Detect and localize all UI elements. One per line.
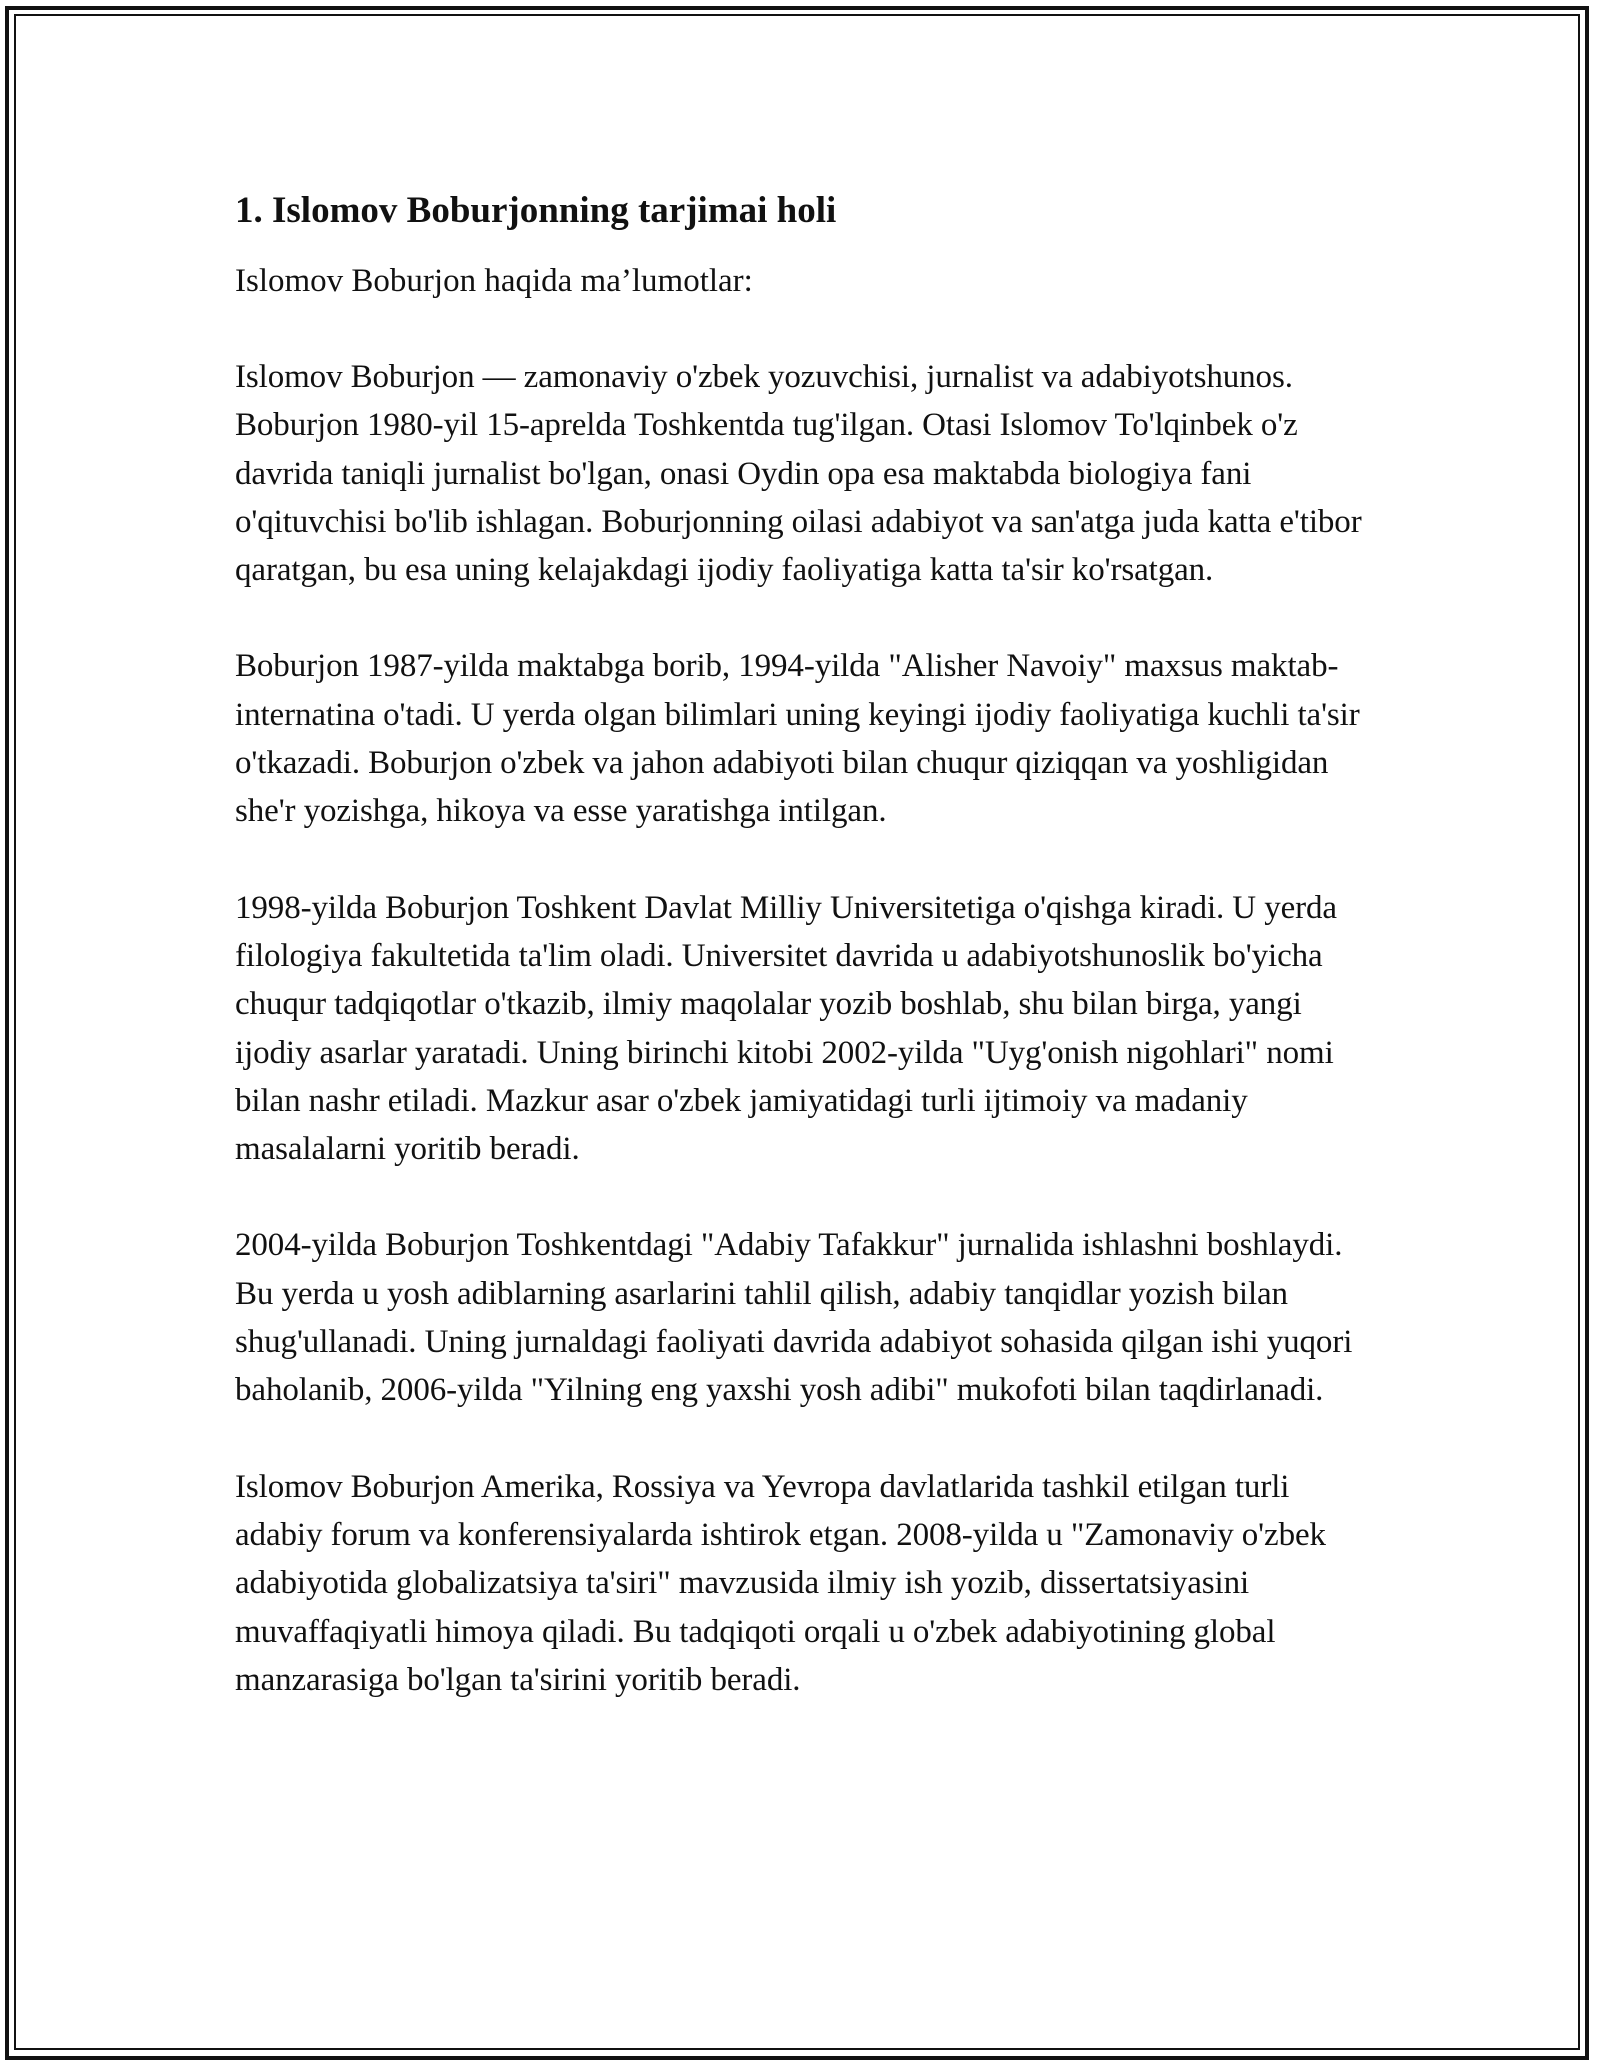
paragraph-journal-career: 2004-yilda Boburjon Toshkentdagi "Adabiy Tafakkur" jurnalida ishlashni boshlaydi. Bu yerda u yosh adiblarning asarlarini tahlil qilish, adabiy tanqidlar yozish bilan shug'ullanadi. Uning jurnaldagi faoliyati davrida adabiyot sohasida qilgan ishi yuqori baholanib, 2006-yilda "Yilning eng yaxshi yosh adibi" mukofoti bilan taqdirlanadi. [235,1227,1353,1409]
paragraph-early-life: Islomov Boburjon — zamonaviy o'zbek yozuvchisi, jurnalist va adabiyotshunos. Boburjon 1980-yil 15-aprelda Toshkentda tug'ilgan. Otasi Islomov To'lqinbek o'z davrida taniqli jurnalist bo'lgan, onasi Oydin opa esa maktabda biologiya fani o'qituvchisi bo'lib ishlagan. Boburjonning oilasi adabiyot va san'atga juda katta e'tibor qaratgan, bu esa uning kelajakdagi ijodiy faoliyatiga katta ta'sir ko'rsatgan. [235,359,1362,589]
paragraph-schooling: Boburjon 1987-yilda maktabga borib, 1994-yilda "Alisher Navoiy" maxsus maktab-internatina o'tadi. U yerda olgan bilimlari uning keyingi ijodiy faoliyatiga kuchli ta'sir o'tkazadi. Boburjon o'zbek va jahon adabiyoti bilan chuqur qiziqqan va yoshligidan she'r yozishga, hikoya va esse yaratishga intilgan. [235,648,1360,830]
document-body [235,187,1365,1704]
document-title: 1. Islomov Boburjonning tarjimai holi [235,190,837,231]
paragraph-university: 1998-yilda Boburjon Toshkent Davlat Milliy Universitetiga o'qishga kiradi. U yerda filologiya fakultetida ta'lim oladi. Universitet davrida u adabiyotshunoslik bo'yicha chuqur tadqiqotlar o'tkazib, ilmiy maqolalar yozib boshlab, shu bilan birga, yangi ijodiy asarlar yaratadi. Uning birinchi kitobi 2002-yilda "Uyg'onish nigohlari" nomi bilan nashr etiladi. Mazkur asar o'zbek jamiyatidagi turli ijtimoiy va madaniy masalalarni yoritib beradi. [235,889,1337,1168]
intro-line: Islomov Boburjon haqida ma’lumotlar: [235,263,753,299]
paragraph-international: Islomov Boburjon Amerika, Rossiya va Yevropa davlatlarida tashkil etilgan turli adabiy forum va konferensiyalarda ishtirok etgan. 2008-yilda u "Zamonaviy o'zbek adabiyotida globalizatsiya ta'siri" mavzusida ilmiy ish yozib, dissertatsiyasini muvaffaqiyatli himoya qiladi. Bu tadqiqoti orqali u o'zbek adabiyotining global manzarasiga bo'lgan ta'sirini yoritib beradi. [235,1468,1326,1698]
